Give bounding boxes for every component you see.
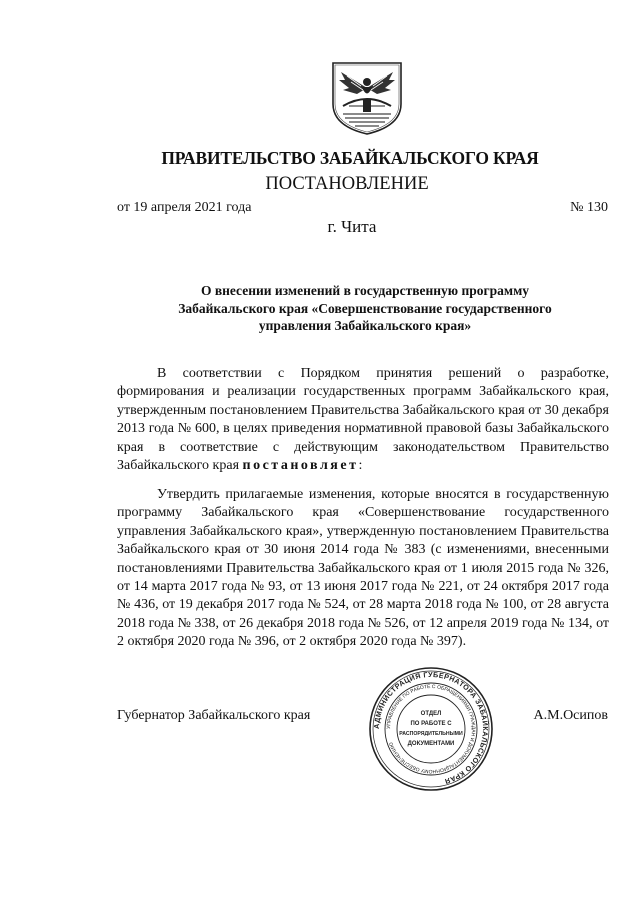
stamp-outer-ring-text: АДМИНИСТРАЦИЯ ГУБЕРНАТОРА ЗАБАЙКАЛЬСКОГО КРАЯ — [371, 669, 491, 787]
subject-line: О внесении изменений в государственную программу — [200, 283, 530, 298]
resolution-keyword: постановляет — [242, 458, 359, 474]
document-city: г. Чита — [327, 217, 377, 236]
signatory-name: А.М.Осипов — [533, 708, 608, 723]
document-number: № 130 — [570, 200, 608, 215]
subject-line: Забайкальского края «Совершенствование государственного — [178, 300, 552, 316]
preamble-paragraph — [117, 365, 609, 475]
svg-text:УПРАВЛЕНИЕ ПО РАБОТЕ С ОБРАЩЕН — [386, 684, 476, 774]
stamp-center-line: ДОКУМЕНТАМИ — [407, 741, 455, 747]
preamble-text: В соответствии с Порядком принятия решений о разработке, формирования и реализации государственных программ Забайкальского края, утвержденным постановлением Правительства Забайкальского края от 30 декабря 2013 года № 600, в целях приведения нормативной правовой базы Забайкальского края в соответствие с действующим законодательством Правительство Забайкальского края — [117, 366, 609, 474]
official-stamp-seal — [367, 665, 495, 793]
signatory-position: Губернатор Забайкальского края — [117, 708, 311, 723]
document-date: от 19 апреля 2021 года — [117, 200, 252, 215]
stamp-center-line: РАСПОРЯДИТЕЛЬНЫМИ — [399, 731, 463, 737]
stamp-center-line: ОТДЕЛ — [420, 711, 442, 717]
document-subject — [150, 282, 580, 335]
organization-title: ПРАВИТЕЛЬСТВО ЗАБАЙКАЛЬСКОГО КРАЯ — [161, 148, 539, 168]
preamble-colon: : — [358, 458, 363, 474]
stamp-inner-ring-text: УПРАВЛЕНИЕ ПО РАБОТЕ С ОБРАЩЕНИЯМИ ГРАЖДАН И ДОКУМЕНТАЦИОННОМУ ОБЕСПЕЧЕНИЮ — [385, 683, 477, 775]
document-type: ПОСТАНОВЛЕНИЕ — [265, 174, 429, 194]
resolution-paragraph: Утвердить прилагаемые изменения, которые вносятся в государственную программу Забайкальского края «Совершенствование государственного управления Забайкальского края», утвержденную постановлением Правительства Забайкальского края от 30 июня 2014 года № 383 (с изменениями, внесенными постановлениями Правительства Забайкальского края от 1 июля 2015 года № 326, от 14 марта 2017 года № 93, от 13 июня 2017 года № 221, от 24 октября 2017 года № 436, от 19 декабря 2017 года № 524, от 28 марта 2018 года № 100, от 28 августа 2018 года № 338, от 26 декабря 2018 года № 526, от 12 апреля 2019 года № 134, от 2 октября 2020 года № 396, от 2 октября 2020 года № 397). — [117, 487, 609, 650]
stamp-center-line: ПО РАБОТЕ С — [410, 721, 452, 727]
subject-line: управления Забайкальского края» — [258, 318, 472, 333]
coat-of-arms-emblem — [327, 60, 407, 136]
